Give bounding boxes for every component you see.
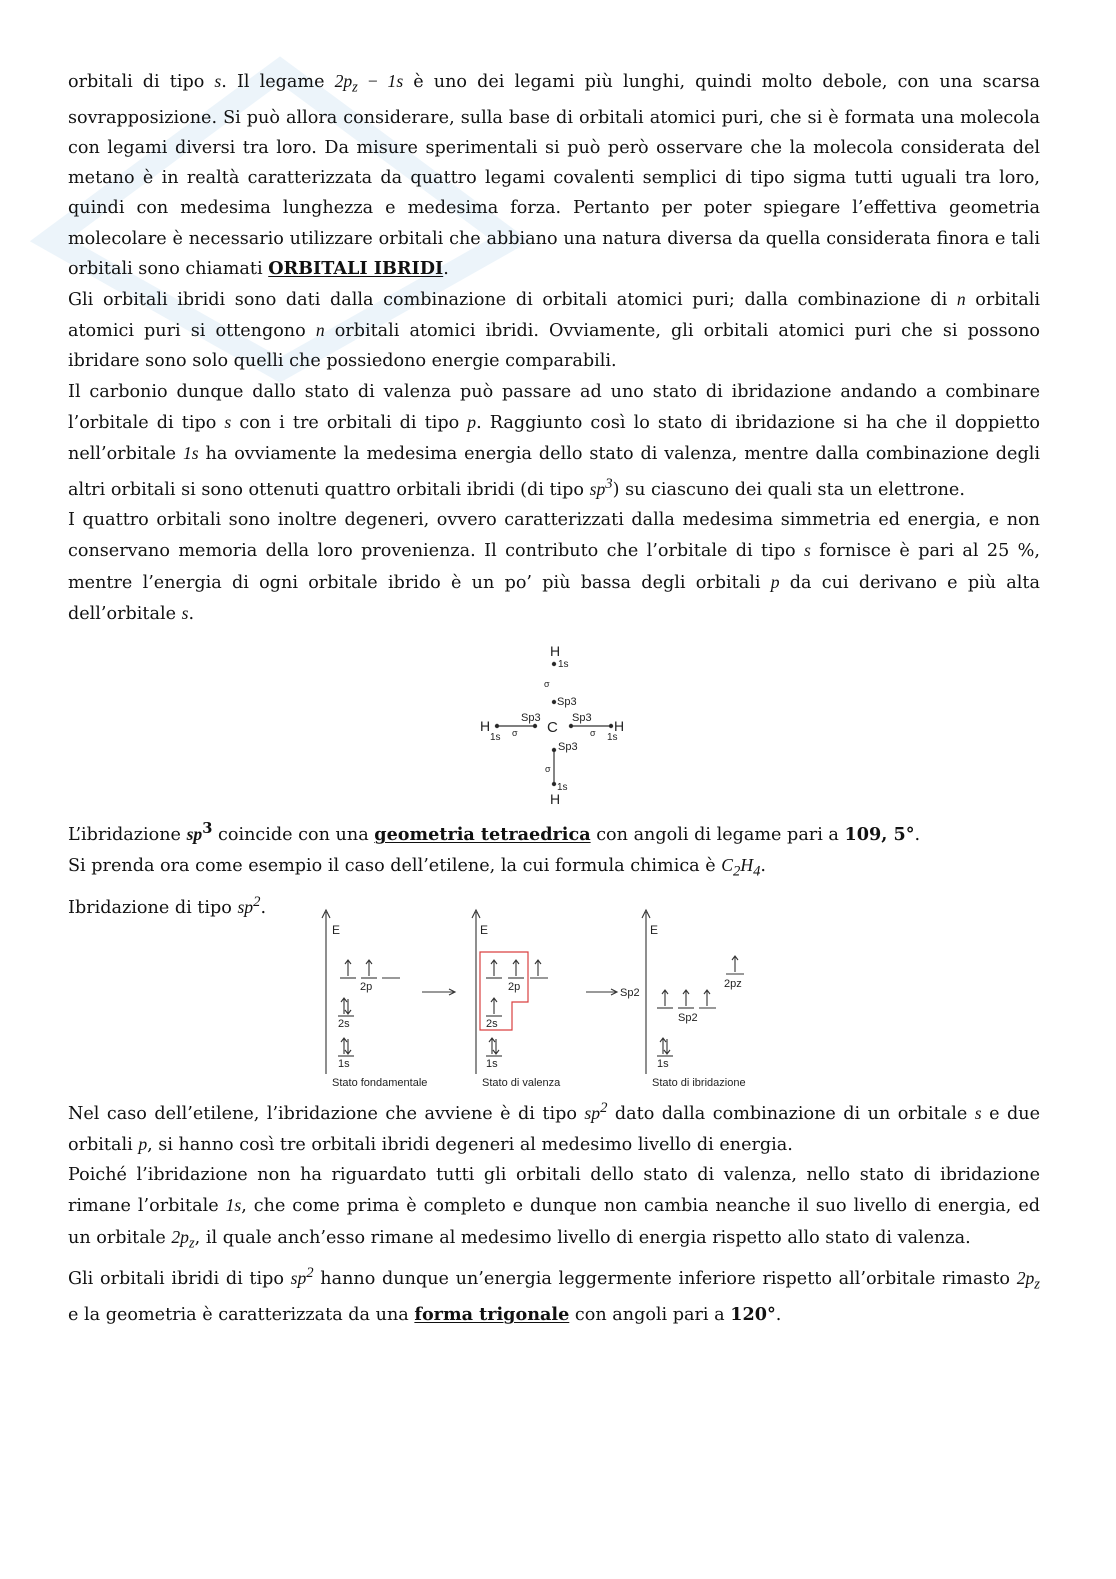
label-2p-1: 2p bbox=[360, 981, 373, 993]
paragraph-6: Si prenda ora come esempio il caso dell’etilene, la cui formula chimica è $C_2H_4$. bbox=[68, 855, 766, 880]
methane-sp3-diagram bbox=[470, 638, 650, 810]
paragraph-2: Gli orbitali ibridi sono dati dalla combinazione di orbitali atomici puri; dalla combinazione di n orbitali atomici puri si ottengono n orbitali atomici ibridi. Ovviamente, gli orbitali atomici puri che si possono ibridare sono solo quelli che possiedono energie comparabili. bbox=[68, 288, 1041, 372]
h-right: H bbox=[614, 718, 625, 734]
paragraph-7: Ibridazione di tipo $sp^2$. bbox=[68, 893, 267, 918]
label-1s-1: 1s bbox=[338, 1058, 350, 1070]
label-sp2: Sp2 bbox=[678, 1012, 698, 1024]
sigma-top: σ bbox=[544, 679, 550, 689]
paragraph-5: L’ibridazione $sp^3$ coincide con una geometria tetraedrica con angoli di legame pari a 109, 5°. bbox=[68, 820, 921, 845]
energy-axis-label-3: E bbox=[650, 923, 659, 937]
label-1s-3: 1s bbox=[657, 1058, 669, 1070]
sigma-bottom: σ bbox=[545, 764, 551, 774]
paragraph-3: Il carbonio dunque dallo stato di valenza può passare ad uno stato di ibridazione andando a combinare l’orbitale di tipo s con i tre orbitali di tipo p. Raggiunto così lo stato di ibridazione si ha che il doppietto nell’orbitale 1s ha ovviamente la medesima energia dello stato di valenza, mentre dalla combinazione degli altri orbitali si sono ottenuti quattro orbitali ibridi (di tipo $sp^3$) su ciascuno dei quali sta un elettrone. bbox=[68, 381, 1040, 501]
label-2s-1: 2s bbox=[338, 1018, 350, 1030]
carbon-c: C bbox=[547, 719, 558, 736]
label-1s-2: 1s bbox=[486, 1058, 498, 1070]
energy-axis-label-1: E bbox=[332, 923, 341, 937]
label-1s-left: 1s bbox=[490, 732, 501, 743]
bold-term-geometria-tetraedrica: geometria tetraedrica bbox=[374, 823, 591, 845]
paragraph-1: orbitali di tipo s. Il legame $2p_z - 1s$ è uno dei legami più lunghi, quindi molto debole, con una scarsa sovrapposizione. Si può allora considerare, sulla base di orbitali atomici puri, che si è formata una molecola con legami diversi tra loro. Da misure sperimentali si può però osservare che la molecola considerata del metano è in realtà caratterizzata da quattro legami covalenti semplici di tipo sigma tutti uguali tra loro, quindi con medesima lunghezza e medesima forza. Pertanto per poter spiegare l’effettiva geometria molecolare è necessario utilizzare orbitali che abbiano una natura diversa da quella considerata finora e tali orbitali sono chiamati ORBITALI IBRIDI. bbox=[68, 71, 1040, 279]
paragraph-9: Poiché l’ibridazione non ha riguardato tutti gli orbitali dello stato di valenza, nello stato di ibridazione rimane l’orbitale 1s, che come prima è completo e dunque non cambia neanche il suo livello di energia, ed un orbitale $2p_z$, il quale anch’esso rimane al medesimo livello di energia rispetto allo stato di valenza. bbox=[68, 1165, 1040, 1252]
label-sp3-bottom: Sp3 bbox=[558, 741, 578, 753]
label-1s-top: 1s bbox=[558, 659, 569, 670]
bold-term-forma-trigonale: forma trigonale bbox=[414, 1303, 570, 1325]
h-top: H bbox=[550, 643, 561, 659]
label-1s-right: 1s bbox=[607, 732, 618, 743]
label-sp3-left: Sp3 bbox=[521, 712, 541, 724]
energy-level-diagram bbox=[316, 906, 766, 1092]
energy-axis-label-2: E bbox=[480, 923, 489, 937]
text-block-bottom bbox=[68, 1093, 1040, 1330]
label-2p-2: 2p bbox=[508, 981, 521, 993]
paragraph-4: I quattro orbitali sono inoltre degeneri, ovvero caratterizzati dalla medesima simmetria ed energia, e non conservano memoria della loro provenienza. Il contributo che l’orbitale di tipo s fornisce è pari al 25 %, mentre l’energia di ogni orbitale ibrido è un po’ più bassa degli orbitali p da cui derivano e più alta dell’orbitale s. bbox=[68, 510, 1040, 624]
sigma-left: σ bbox=[512, 728, 518, 738]
label-2pz: 2pz bbox=[724, 978, 742, 990]
bold-term-orbitali-ibridi: ORBITALI IBRIDI bbox=[268, 257, 444, 279]
label-1s-bottom: 1s bbox=[557, 782, 568, 793]
paragraph-10: Gli orbitali ibridi di tipo $sp^2$ hanno dunque un’energia leggermente inferiore rispetto all’orbitale rimasto $2p_z$ e la geometria è caratterizzata da una forma trigonale con angoli pari a 120°. bbox=[68, 1265, 1040, 1325]
label-arrow-sp2: Sp2 bbox=[620, 987, 640, 999]
h-left: H bbox=[480, 718, 491, 734]
text-block-top bbox=[68, 66, 1040, 629]
label-2s-2: 2s bbox=[486, 1018, 498, 1030]
h-bottom: H bbox=[550, 791, 561, 807]
state-valenza: Stato di valenza bbox=[482, 1077, 561, 1089]
state-fondamentale: Stato fondamentale bbox=[332, 1077, 428, 1089]
sigma-right: σ bbox=[590, 728, 596, 738]
paragraph-8: Nel caso dell’etilene, l’ibridazione che avviene è di tipo $sp^2$ dato dalla combinazione di un orbitale s e due orbitali p, si hanno così tre orbitali ibridi degeneri al medesimo livello di energia. bbox=[68, 1100, 1040, 1156]
label-sp3-right: Sp3 bbox=[572, 712, 592, 724]
state-ibridazione: Stato di ibridazione bbox=[652, 1077, 746, 1089]
label-sp3-top: Sp3 bbox=[557, 696, 577, 708]
